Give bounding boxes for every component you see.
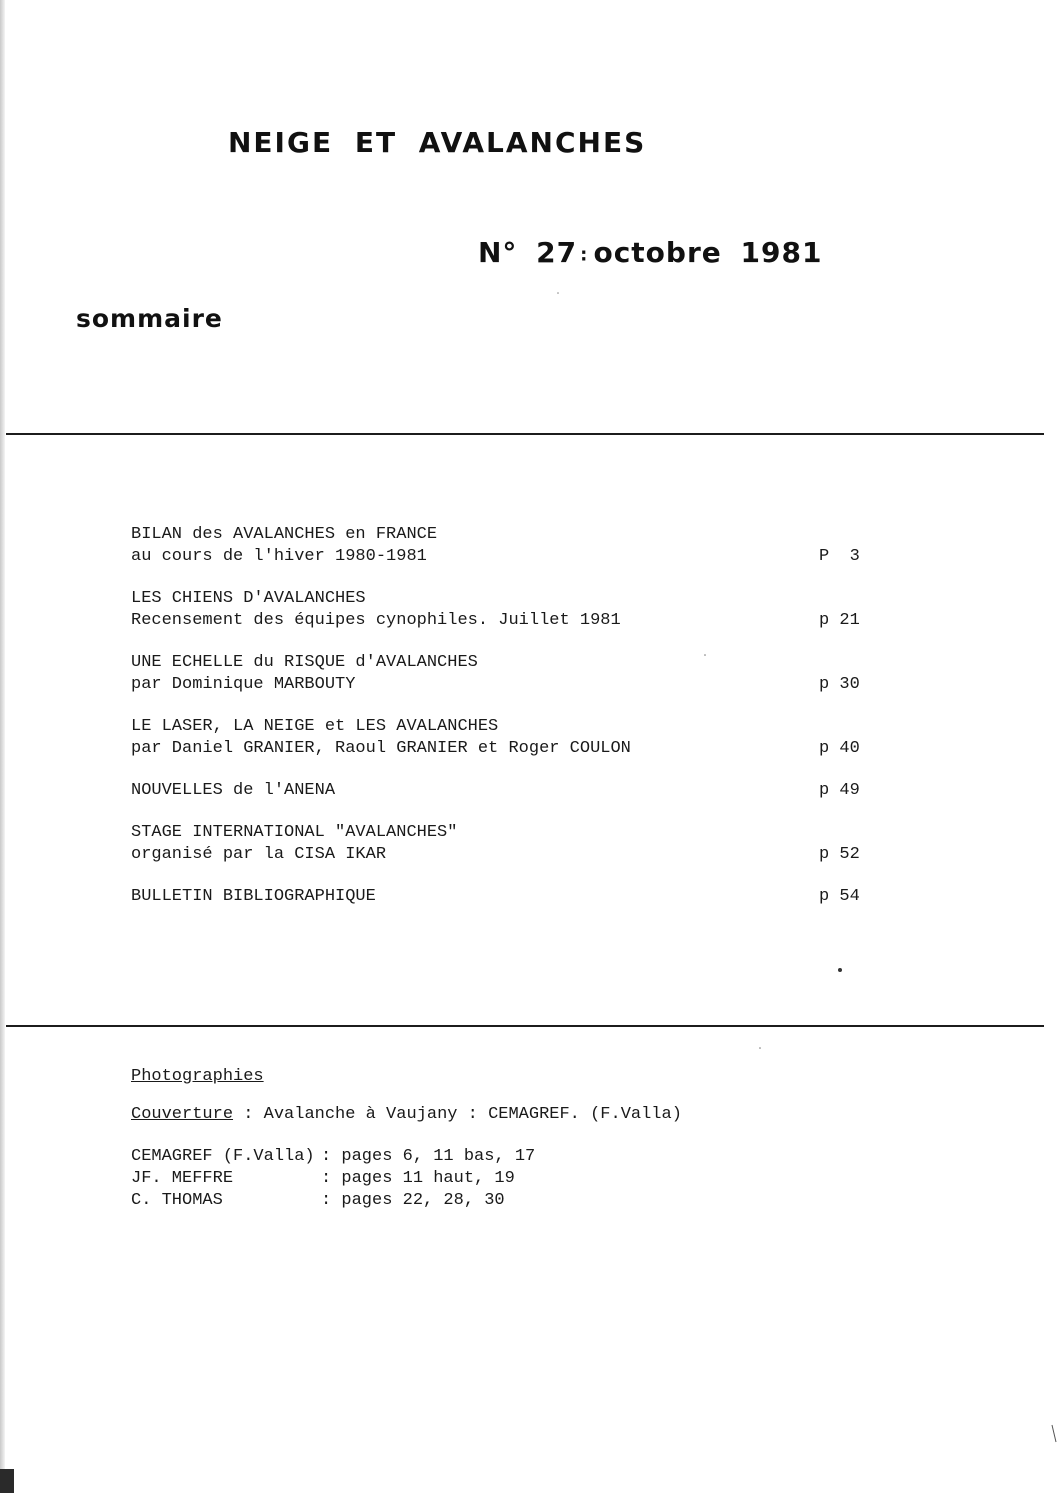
table-of-contents [131,524,871,908]
cover-credit-text: : Avalanche à Vaujany : CEMAGREF. (F.Valla) [233,1105,682,1124]
toc-entry-subtitle: au cours de l'hiver 1980-1981 [131,547,427,566]
issue-month: octobre [593,236,722,269]
toc-entry [131,652,871,696]
toc-entry-subtitle: par Dominique MARBOUTY [131,675,356,694]
photo-credit-pages: : pages 6, 11 bas, 17 [321,1147,536,1166]
journal-title: NEIGE ET AVALANCHES [228,126,647,159]
bottom-divider [6,1025,1044,1027]
toc-entry [131,524,871,568]
page-edge [0,0,5,1493]
toc-entry-page: P 3 [819,547,860,566]
toc-entry-page: p 54 [819,887,860,906]
toc-entry-title: BILAN des AVALANCHES en FRANCE [131,525,438,544]
cover-credit-label: Couverture [131,1105,234,1124]
photo-credit-pages: : pages 11 haut, 19 [321,1169,515,1188]
toc-entry-subtitle: Recensement des équipes cynophiles. Juillet 1981 [131,611,621,630]
photo-credit-row [131,1168,535,1190]
issue-number: N° 27 [478,236,578,269]
toc-entry-page: p 52 [819,845,860,864]
corner-mark [0,1469,14,1493]
photo-credits-heading: Photographies [131,1067,264,1086]
toc-entry-title: STAGE INTERNATIONAL "AVALANCHES" [131,823,458,842]
issue-separator: ∶ [581,246,588,267]
toc-entry [131,588,871,632]
photo-credit-table [131,1146,535,1212]
toc-entry-title: LES CHIENS D'AVALANCHES [131,589,366,608]
photo-credit-pages: : pages 22, 28, 30 [321,1191,505,1210]
toc-entry-subtitle: organisé par la CISA IKAR [131,845,387,864]
toc-entry-title: NOUVELLES de l'ANENA [131,781,336,800]
issue-year: 1981 [740,236,823,269]
photo-credit-row [131,1146,535,1168]
photo-credit-row [131,1190,535,1212]
photo-credit-name: CEMAGREF (F.Valla) [131,1147,315,1166]
toc-entry-title: BULLETIN BIBLIOGRAPHIQUE [131,887,376,906]
photo-credits [131,1066,682,1212]
toc-entry-page: p 21 [819,611,860,630]
toc-entry [131,716,871,760]
toc-entry-title: UNE ECHELLE du RISQUE d'AVALANCHES [131,653,478,672]
section-title: sommaire [76,304,223,333]
toc-entry [131,886,871,908]
photo-credit-name: C. THOMAS [131,1191,223,1210]
toc-entry-page: p 49 [819,781,860,800]
toc-entry-title: LE LASER, LA NEIGE et LES AVALANCHES [131,717,499,736]
cover-credit [131,1104,682,1126]
issue-line [478,236,822,269]
toc-entry-page: p 40 [819,739,860,758]
toc-entry [131,780,871,802]
toc-entry [131,822,871,866]
photo-credit-name: JF. MEFFRE [131,1169,234,1188]
toc-entry-page: p 30 [819,675,860,694]
top-divider [6,433,1044,435]
toc-entry-subtitle: par Daniel GRANIER, Raoul GRANIER et Roger COULON [131,739,631,758]
